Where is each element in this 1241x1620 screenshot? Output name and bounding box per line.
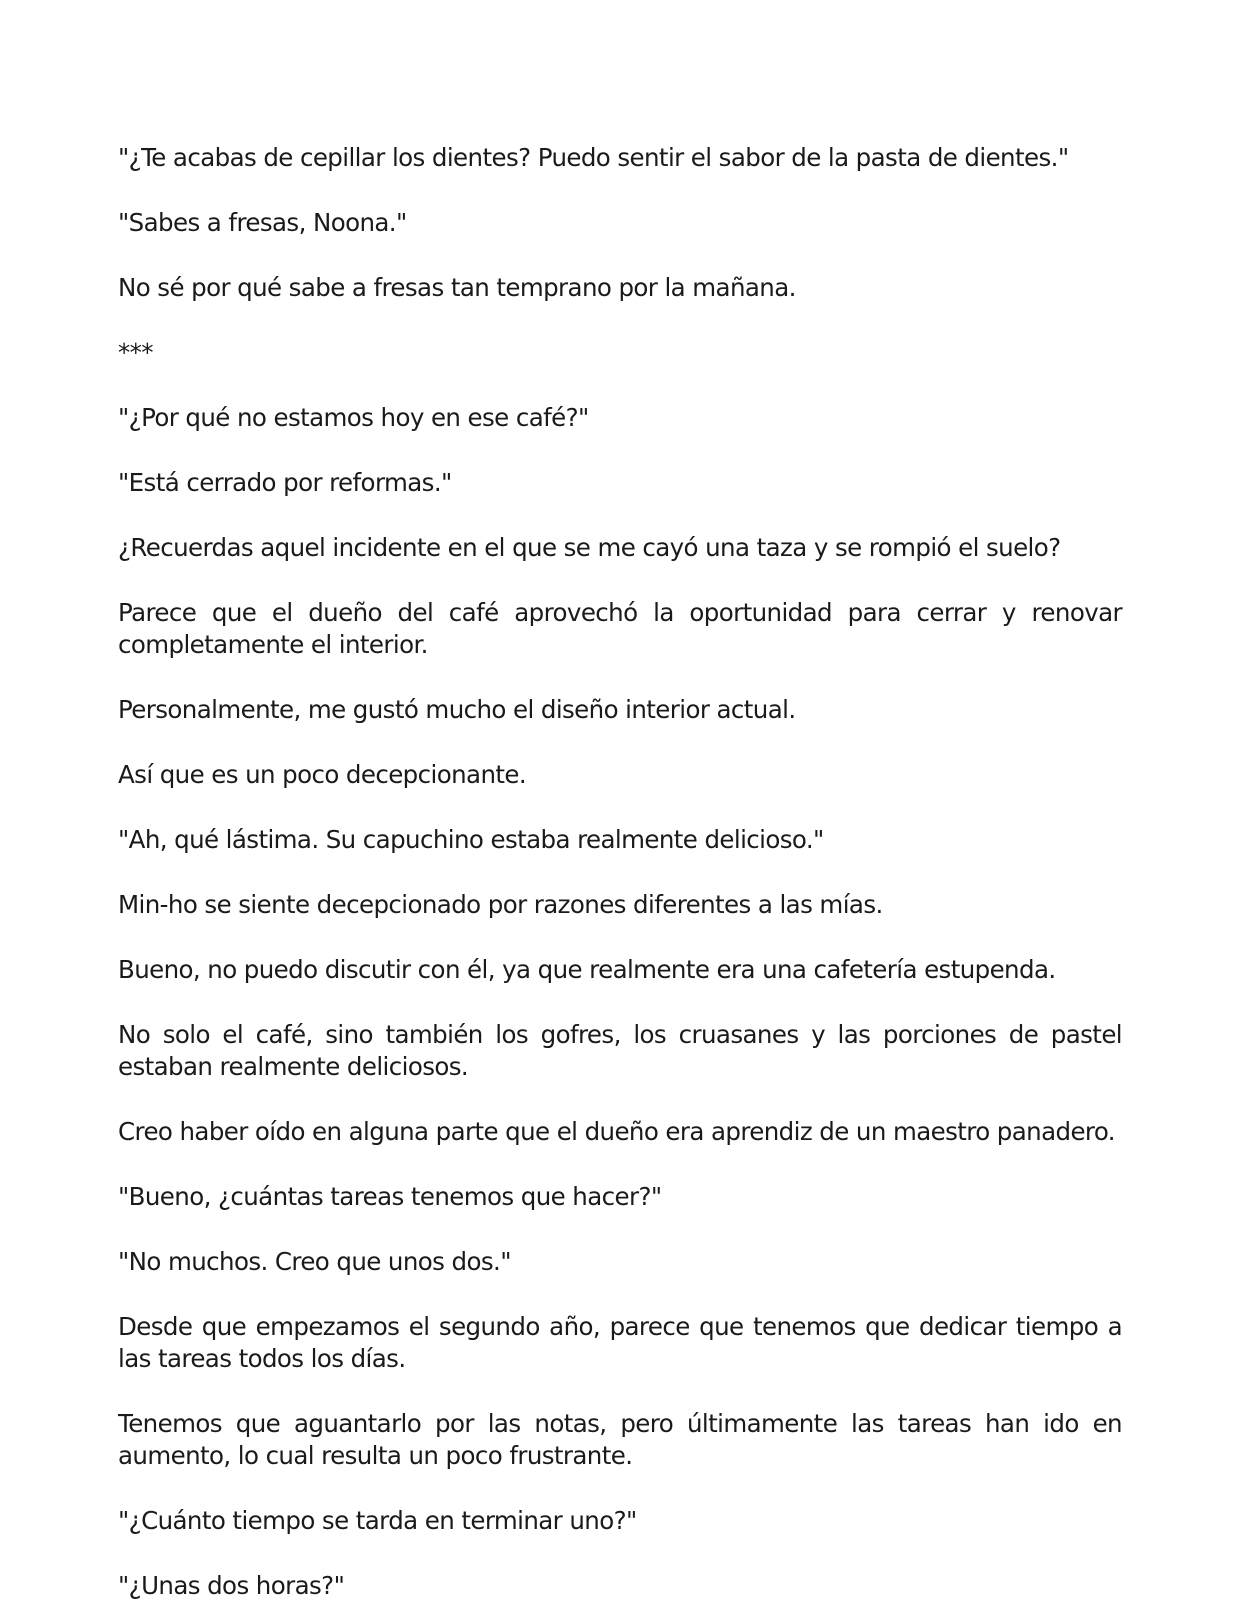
paragraph: No solo el café, sino también los gofres, los cruasanes y las porciones de pastel estaban realmente deliciosos. xyxy=(118,1020,1122,1081)
paragraph: "¿Por qué no estamos hoy en ese café?" xyxy=(118,403,589,432)
paragraph: Bueno, no puedo discutir con él, ya que realmente era una cafetería estupenda. xyxy=(118,955,1056,984)
paragraph: Parece que el dueño del café aprovechó la oportunidad para cerrar y renovar completamente el interior. xyxy=(118,598,1122,659)
paragraph: Creo haber oído en alguna parte que el dueño era aprendiz de un maestro panadero. xyxy=(118,1117,1115,1146)
paragraph: No sé por qué sabe a fresas tan temprano por la mañana. xyxy=(118,273,796,302)
paragraph: "¿Unas dos horas?" xyxy=(118,1571,345,1600)
paragraph: Min-ho se siente decepcionado por razones diferentes a las mías. xyxy=(118,890,883,919)
paragraph: "Sabes a fresas, Noona." xyxy=(118,208,407,237)
paragraph: "No muchos. Creo que unos dos." xyxy=(118,1247,511,1276)
paragraph: ¿Recuerdas aquel incidente en el que se me cayó una taza y se rompió el suelo? xyxy=(118,533,1061,562)
paragraph: "¿Cuánto tiempo se tarda en terminar uno?" xyxy=(118,1506,637,1535)
scene-break: *** xyxy=(118,338,153,367)
paragraph: Así que es un poco decepcionante. xyxy=(118,760,527,789)
paragraph: "Está cerrado por reformas." xyxy=(118,468,452,497)
paragraph: "Ah, qué lástima. Su capuchino estaba realmente delicioso." xyxy=(118,825,824,854)
paragraph: Desde que empezamos el segundo año, parece que tenemos que dedicar tiempo a las tareas todos los días. xyxy=(118,1312,1122,1373)
paragraph: "Bueno, ¿cuántas tareas tenemos que hacer?" xyxy=(118,1182,662,1211)
paragraph: Tenemos que aguantarlo por las notas, pero últimamente las tareas han ido en aumento, lo cual resulta un poco frustrante. xyxy=(118,1409,1122,1470)
paragraph: Personalmente, me gustó mucho el diseño interior actual. xyxy=(118,695,796,724)
document-body xyxy=(118,142,1122,1620)
paragraph: "¿Te acabas de cepillar los dientes? Puedo sentir el sabor de la pasta de dientes." xyxy=(118,143,1069,172)
